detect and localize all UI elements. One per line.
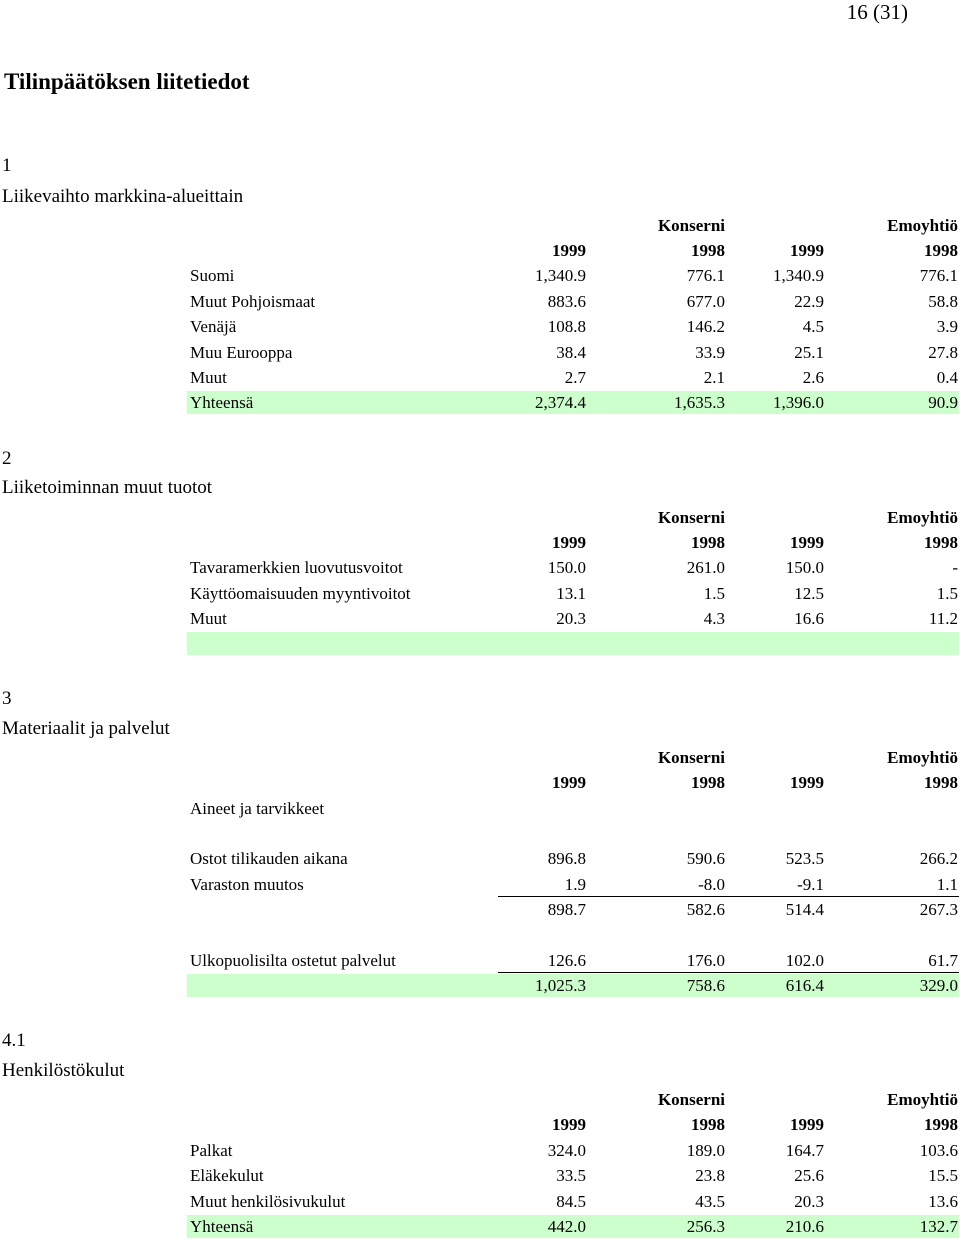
section-title: Materiaalit ja palvelut (2, 718, 170, 739)
value-cell: 2.6 (802, 368, 824, 387)
row-label: Yhteensä (190, 1217, 254, 1236)
row-label: Eläkekulut (190, 1166, 264, 1185)
year-cell: 1999 (790, 533, 824, 552)
row-label: Tavaramerkkien luovutusvoitot (190, 558, 403, 577)
value-cell: 33.9 (695, 343, 725, 362)
column-group-header (187, 506, 959, 529)
column-group-header (187, 214, 959, 237)
value-cell: 267.3 (919, 900, 958, 919)
year-cell: 1999 (790, 773, 824, 792)
section-number: 3 (2, 688, 12, 709)
value-cell: 20.3 (556, 609, 586, 628)
value-cell: 758.6 (686, 976, 725, 995)
value-cell: 38.4 (556, 343, 586, 362)
table-row (187, 949, 959, 972)
value-cell: 16.6 (794, 609, 824, 628)
value-cell: 442.0 (547, 1217, 586, 1236)
value-cell: 61.7 (928, 951, 958, 970)
table-row (187, 1190, 959, 1213)
value-cell: 150.0 (785, 558, 824, 577)
total-row (187, 391, 959, 414)
value-cell: 261.0 (686, 558, 725, 577)
row-label: Varaston muutos (190, 875, 304, 894)
table-row (187, 607, 959, 630)
section-title: Liikevaihto markkina-alueittain (2, 186, 244, 207)
page-number: 16 (31) (846, 0, 908, 24)
subheading-row (187, 797, 959, 820)
value-cell: 4.3 (703, 609, 725, 628)
row-label: Muut henkilösivukulut (190, 1192, 346, 1211)
value-cell: 514.4 (785, 900, 824, 919)
value-cell: 102.0 (785, 951, 824, 970)
value-cell: 898.7 (547, 900, 586, 919)
value-cell: 11.2 (928, 609, 958, 628)
value-cell: 43.5 (695, 1192, 725, 1211)
year-cell: 1998 (924, 533, 958, 552)
table-row (187, 366, 959, 389)
year-header (187, 239, 959, 262)
subheading: Aineet ja tarvikkeet (190, 799, 325, 818)
value-cell: 2.1 (703, 368, 725, 387)
total-row (187, 632, 959, 655)
row-label: Muut Pohjoismaat (190, 292, 316, 311)
subtotal-row (187, 898, 959, 921)
value-cell: 677.0 (686, 292, 725, 311)
value-cell: 256.3 (686, 1217, 725, 1236)
value-cell: 146.2 (686, 317, 725, 336)
table-row (187, 847, 959, 870)
emoyhtio-header: Emoyhtiö (887, 216, 958, 235)
value-cell: 324.0 (547, 1141, 586, 1160)
year-cell: 1999 (790, 1115, 824, 1134)
row-label: Yhteensä (190, 393, 254, 412)
value-cell: 33.5 (556, 1166, 586, 1185)
column-group-header (187, 746, 959, 769)
value-cell: 1,025.3 (535, 976, 586, 995)
section-number: 1 (2, 155, 12, 176)
value-cell: 22.9 (794, 292, 824, 311)
total-divider (498, 972, 959, 973)
emoyhtio-header: Emoyhtiö (887, 748, 958, 767)
section-number: 4.1 (2, 1030, 26, 1051)
konserni-header: Konserni (657, 216, 725, 235)
year-cell: 1998 (924, 1115, 958, 1134)
value-cell: -8.0 (698, 875, 725, 894)
year-cell: 1999 (790, 241, 824, 260)
value-cell: 12.5 (794, 584, 824, 603)
value-cell: 1,396.0 (773, 393, 824, 412)
value-cell: 189.0 (686, 1141, 725, 1160)
value-cell: 776.1 (686, 266, 725, 285)
year-cell: 1999 (552, 1115, 586, 1134)
table-row (187, 341, 959, 364)
value-cell: 523.5 (785, 849, 824, 868)
value-cell: 1.5 (936, 584, 958, 603)
year-cell: 1998 (924, 241, 958, 260)
total-row (187, 974, 959, 997)
value-cell: 1.1 (936, 875, 958, 894)
table-row (187, 290, 959, 313)
row-label: Käyttöomaisuuden myyntivoitot (190, 584, 411, 603)
value-cell: 3.9 (936, 317, 958, 336)
value-cell: 132.7 (919, 1217, 958, 1236)
value-cell: 1.9 (564, 875, 586, 894)
value-cell: 176.0 (686, 951, 725, 970)
table-row (187, 582, 959, 605)
year-cell: 1998 (924, 773, 958, 792)
row-label: Ulkopuolisilta ostetut palvelut (190, 951, 396, 970)
value-cell: 1,635.3 (674, 393, 725, 412)
year-cell: 1998 (691, 1115, 725, 1134)
value-cell: 896.8 (547, 849, 586, 868)
value-cell: 150.0 (547, 558, 586, 577)
table-row (187, 264, 959, 287)
value-cell: - (952, 558, 958, 577)
year-header (187, 771, 959, 794)
value-cell: 27.8 (928, 343, 958, 362)
value-cell: 164.7 (785, 1141, 824, 1160)
value-cell: 210.6 (785, 1217, 824, 1236)
value-cell: 84.5 (556, 1192, 586, 1211)
value-cell: 126.6 (547, 951, 586, 970)
year-cell: 1999 (552, 241, 586, 260)
year-cell: 1998 (691, 533, 725, 552)
value-cell: 13.1 (556, 584, 586, 603)
konserni-header: Konserni (657, 748, 725, 767)
row-label: Muu Eurooppa (190, 343, 293, 362)
row-label: Venäjä (190, 317, 237, 336)
document-title: Tilinpäätöksen liitetiedot (4, 69, 250, 94)
value-cell: 1,340.9 (535, 266, 586, 285)
year-cell: 1998 (691, 773, 725, 792)
row-label: Ostot tilikauden aikana (190, 849, 348, 868)
section-title: Henkilöstökulut (2, 1060, 125, 1081)
year-cell: 1998 (691, 241, 725, 260)
value-cell: 90.9 (928, 393, 958, 412)
section-number: 2 (2, 448, 12, 469)
value-cell: 108.8 (547, 317, 586, 336)
value-cell: 2.7 (564, 368, 586, 387)
value-cell: 0.4 (936, 368, 958, 387)
konserni-header: Konserni (657, 508, 725, 527)
section-title: Liiketoiminnan muut tuotot (2, 477, 213, 498)
value-cell: 58.8 (928, 292, 958, 311)
row-label: Muut (190, 368, 227, 387)
value-cell: 883.6 (547, 292, 586, 311)
table-row (187, 1164, 959, 1187)
total-row (187, 1215, 959, 1238)
value-cell: 23.8 (695, 1166, 725, 1185)
value-cell: 2,374.4 (535, 393, 586, 412)
row-label: Suomi (190, 266, 235, 285)
table-row (187, 1139, 959, 1162)
value-cell: 4.5 (802, 317, 824, 336)
emoyhtio-header: Emoyhtiö (887, 1090, 958, 1109)
value-cell: 582.6 (686, 900, 725, 919)
value-cell: 590.6 (686, 849, 725, 868)
value-cell: 1.5 (703, 584, 725, 603)
value-cell: 776.1 (919, 266, 958, 285)
value-cell: 13.6 (928, 1192, 958, 1211)
column-group-header (187, 1088, 959, 1111)
table-row (187, 873, 959, 896)
row-label: Muut (190, 609, 227, 628)
value-cell: 25.1 (794, 343, 824, 362)
year-header (187, 1113, 959, 1136)
value-cell: 103.6 (919, 1141, 958, 1160)
value-cell: 20.3 (794, 1192, 824, 1211)
value-cell: 266.2 (919, 849, 958, 868)
year-header (187, 531, 959, 554)
year-cell: 1999 (552, 533, 586, 552)
value-cell: 15.5 (928, 1166, 958, 1185)
subtotal-divider (498, 896, 959, 897)
table-row (187, 315, 959, 338)
emoyhtio-header: Emoyhtiö (887, 508, 958, 527)
value-cell: 616.4 (785, 976, 824, 995)
value-cell: -9.1 (797, 875, 824, 894)
table-row (187, 556, 959, 579)
konserni-header: Konserni (657, 1090, 725, 1109)
value-cell: 1,340.9 (773, 266, 824, 285)
year-cell: 1999 (552, 773, 586, 792)
value-cell: 25.6 (794, 1166, 824, 1185)
value-cell: 329.0 (919, 976, 958, 995)
row-label: Palkat (190, 1141, 233, 1160)
